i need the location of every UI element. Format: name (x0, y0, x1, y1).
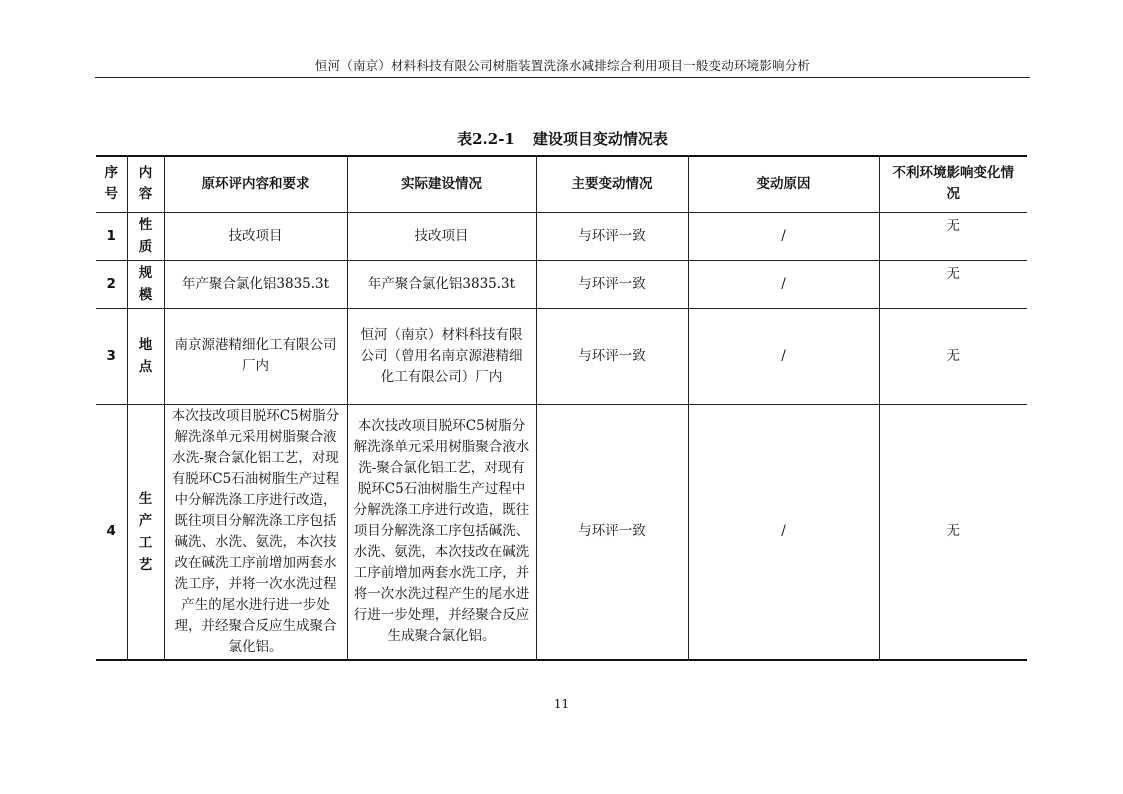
row-reason: / (688, 260, 879, 308)
row-adverse: 无 (879, 404, 1027, 660)
row-actual: 本次技改项目脱环C5树脂分解洗涤单元采用树脂聚合液水洗-聚合氯化铝工艺，对现有脱环C5石油树脂生产过程中分解洗涤工序进行改造，既往项目分解洗涤工序包括碱洗、水洗、氨洗，本次技改在碱洗工序前增加两套水洗工序，并将一次水洗过程产生的尾水进行进一步处理，并经聚合反应生成聚合氯化铝。 (347, 404, 536, 660)
row-item: 生产工艺 (127, 404, 164, 660)
col-actual-header: 实际建设情况 (347, 156, 536, 212)
row-original: 技改项目 (164, 212, 347, 260)
table-row (96, 308, 1027, 404)
row-actual: 年产聚合氯化铝3835.3t (347, 260, 536, 308)
row-item: 性质 (127, 212, 164, 260)
row-index: 1 (96, 212, 127, 260)
row-reason: / (688, 404, 879, 660)
page-number: 11 (553, 697, 570, 711)
table-row (96, 404, 1027, 660)
col-item-header: 内容 (127, 156, 164, 212)
row-index: 3 (96, 308, 127, 404)
row-item: 规模 (127, 260, 164, 308)
table-row (96, 260, 1027, 308)
col-adverse-header: 不利环境影响变化情况 (879, 156, 1027, 212)
table-header-row (96, 156, 1027, 212)
table-row (96, 212, 1027, 260)
header-rule (95, 77, 1030, 78)
table-number: 表2.2-1 (457, 130, 515, 148)
row-adverse: 无 (879, 212, 1027, 260)
row-original: 本次技改项目脱环C5树脂分解洗涤单元采用树脂聚合液水洗-聚合氯化铝工艺，对现有脱环C5石油树脂生产过程中分解洗涤工序进行改造，既往项目分解洗涤工序包括碱洗、水洗、氨洗，本次技改在碱洗工序前增加两套水洗工序，并将一次水洗过程产生的尾水进行进一步处理，并经聚合反应生成聚合氯化铝。 (164, 404, 347, 660)
row-original: 南京源港精细化工有限公司厂内 (164, 308, 347, 404)
row-adverse: 无 (879, 308, 1027, 404)
col-original-header: 原环评内容和要求 (164, 156, 347, 212)
row-actual: 技改项目 (347, 212, 536, 260)
running-header: 恒河（南京）材料科技有限公司树脂装置洗涤水减排综合利用项目一般变动环境影响分析 (314, 58, 811, 73)
row-index: 4 (96, 404, 127, 660)
row-change: 与环评一致 (536, 404, 688, 660)
table-title: 建设项目变动情况表 (532, 130, 668, 148)
row-reason: / (688, 308, 879, 404)
table-caption (95, 128, 1030, 149)
row-change: 与环评一致 (536, 260, 688, 308)
row-adverse: 无 (879, 260, 1027, 308)
row-item: 地点 (127, 308, 164, 404)
col-reason-header: 变动原因 (688, 156, 879, 212)
row-actual: 恒河（南京）材料科技有限公司（曾用名南京源港精细化工有限公司）厂内 (347, 308, 536, 404)
col-index-header: 序号 (96, 156, 127, 212)
row-reason: / (688, 212, 879, 260)
row-change: 与环评一致 (536, 212, 688, 260)
col-change-header: 主要变动情况 (536, 156, 688, 212)
change-table (96, 155, 1027, 661)
row-change: 与环评一致 (536, 308, 688, 404)
row-index: 2 (96, 260, 127, 308)
row-original: 年产聚合氯化铝3835.3t (164, 260, 347, 308)
